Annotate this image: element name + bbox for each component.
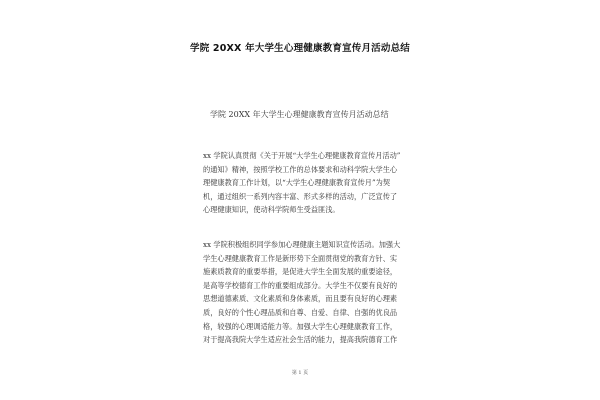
paragraph-line: 是高等学校德育工作的重要组成部分。大学生不仅要有良好的 — [203, 280, 398, 290]
paragraph-2 — [203, 238, 415, 347]
paragraph-line: 理健康教育工作计划，以“大学生心理健康教育宣传月”为契 — [203, 178, 391, 188]
paragraph-line: 格，较强的心理调适能力等。加强大学生心理健康教育工作， — [203, 321, 398, 331]
paragraph-line: 施素质教育的重要举措，是促进大学生全面发展的重要途径， — [203, 267, 398, 277]
paragraph-line: 对于提高我院大学生适应社会生活的能力，提高我院德育工作 — [203, 335, 398, 345]
paragraph-line: 机，通过组织一系列内容丰富、形式多样的活动，广泛宣传了 — [203, 191, 398, 201]
document-title: 学院 20XX 年大学生心理健康教育宣传月活动总结 — [190, 43, 410, 54]
paragraph-line: 思想道德素质、文化素质和身体素质，而且要有良好的心理素 — [203, 294, 398, 304]
page-number: 第 1 页 — [291, 370, 309, 376]
paragraph-line: 学生心理健康教育工作是新形势下全面贯彻党的教育方针、实 — [203, 253, 398, 263]
paragraph-line: xx 学院积极组织同学参加心理健康主题知识宣传活动。加强大 — [203, 240, 401, 249]
document-subtitle: 学院 20XX 年大学生心理健康教育宣传月活动总结 — [210, 110, 389, 119]
paragraph-line: 的通知》精神，按照学校工作的总体要求和动科学院大学生心 — [203, 164, 398, 174]
paragraph-line: xx 学院认真贯彻《关于开展“大学生心理健康教育宣传月活动” — [203, 151, 401, 160]
paragraph-line: 质，良好的个性心理品质和自尊、自爱、自律、自强的优良品 — [203, 307, 398, 317]
paragraph-1 — [203, 149, 415, 217]
paragraph-line: 心理健康知识，使动科学院师生受益匪浅。 — [203, 205, 340, 215]
